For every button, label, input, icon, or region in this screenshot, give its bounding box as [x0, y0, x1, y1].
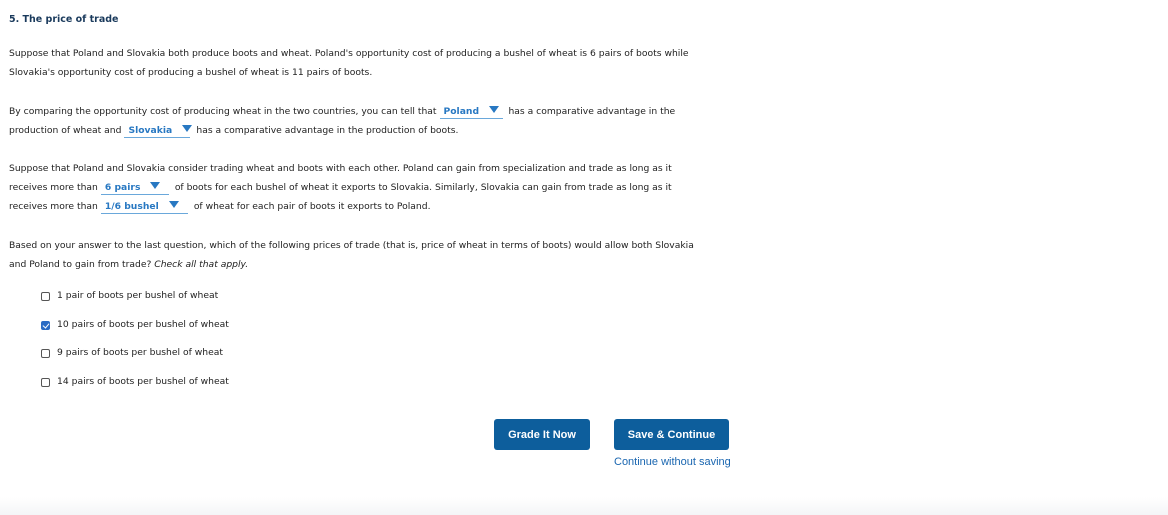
intro-line-1: Suppose that Poland and Slovakia both produce boots and wheat. Poland's opportunity cost of producing a bushel of wheat is 6 pairs of boots while — [9, 48, 689, 59]
option-1-pair[interactable] — [41, 290, 229, 319]
trade-text-1: receives more than — [9, 182, 98, 193]
comparative-text-1: By comparing the opportunity cost of producing wheat in the two countries, you can tell that — [9, 106, 437, 117]
trade-text-3: receives more than — [9, 201, 98, 212]
slovakia-gain-value: 1/6 bushel — [104, 201, 159, 212]
comparative-advantage-paragraph — [9, 102, 749, 140]
price-options-list — [41, 290, 229, 405]
trade-line-2 — [9, 178, 749, 197]
chevron-down-icon — [150, 182, 160, 189]
option-label: 10 pairs of boots per bushel of wheat — [57, 318, 229, 330]
intro-paragraph — [9, 44, 749, 82]
comparative-text-3: production of wheat and — [9, 125, 122, 136]
option-9-pairs[interactable] — [41, 347, 229, 376]
trade-text-4: of wheat for each pair of boots it exports to Poland. — [193, 201, 431, 212]
comparative-line-2 — [9, 121, 749, 140]
grade-it-now-button[interactable]: Grade It Now — [494, 419, 590, 450]
checkbox-checked[interactable] — [41, 321, 50, 330]
wheat-advantage-dropdown[interactable] — [440, 106, 503, 119]
option-label: 9 pairs of boots per bushel of wheat — [57, 347, 223, 359]
boots-advantage-dropdown[interactable] — [124, 125, 190, 138]
chevron-down-icon — [182, 125, 192, 132]
prices-text: and Poland to gain from trade? — [9, 259, 152, 270]
checkbox[interactable] — [41, 292, 50, 301]
option-label: 14 pairs of boots per bushel of wheat — [57, 376, 229, 388]
checkbox[interactable] — [41, 378, 50, 387]
comparative-text-4: has a comparative advantage in the production of boots. — [196, 125, 459, 136]
option-label: 1 pair of boots per bushel of wheat — [57, 290, 219, 301]
save-and-continue-button[interactable]: Save & Continue — [614, 419, 729, 450]
trade-line-3 — [9, 197, 749, 216]
trade-line-1: Suppose that Poland and Slovakia consider trading wheat and boots with each other. Poland can gain from specialization and trade as long as it — [9, 163, 672, 174]
continue-without-saving-link[interactable]: Continue without saving — [614, 456, 731, 468]
trade-paragraph — [9, 159, 749, 216]
chevron-down-icon — [489, 106, 499, 113]
checkbox[interactable] — [41, 349, 50, 358]
prices-instruction: Check all that apply. — [154, 259, 249, 270]
option-14-pairs[interactable] — [41, 376, 229, 405]
trade-text-2: of boots for each bushel of wheat it exports to Slovakia. Similarly, Slovakia can gain from trade as long as it — [174, 182, 672, 193]
boots-advantage-value: Slovakia — [128, 125, 173, 136]
option-10-pairs[interactable] — [41, 319, 229, 348]
prices-line-2 — [9, 255, 749, 274]
poland-gain-dropdown[interactable] — [101, 182, 169, 195]
poland-gain-value: 6 pairs — [104, 182, 141, 193]
intro-line-2: Slovakia's opportunity cost of producing a bushel of wheat is 11 pairs of boots. — [9, 67, 373, 78]
page-bottom-shade — [0, 497, 1168, 515]
slovakia-gain-dropdown[interactable] — [101, 201, 188, 214]
question-title: 5. The price of trade — [9, 14, 119, 25]
prices-line-1: Based on your answer to the last question, which of the following prices of trade (that is, price of wheat in terms of boots) would allow both Slovakia — [9, 240, 694, 251]
prices-paragraph — [9, 236, 749, 274]
wheat-advantage-value: Poland — [443, 106, 480, 117]
comparative-line-1 — [9, 102, 749, 121]
chevron-down-icon — [169, 201, 179, 208]
comparative-text-2: has a comparative advantage in the — [508, 106, 676, 117]
